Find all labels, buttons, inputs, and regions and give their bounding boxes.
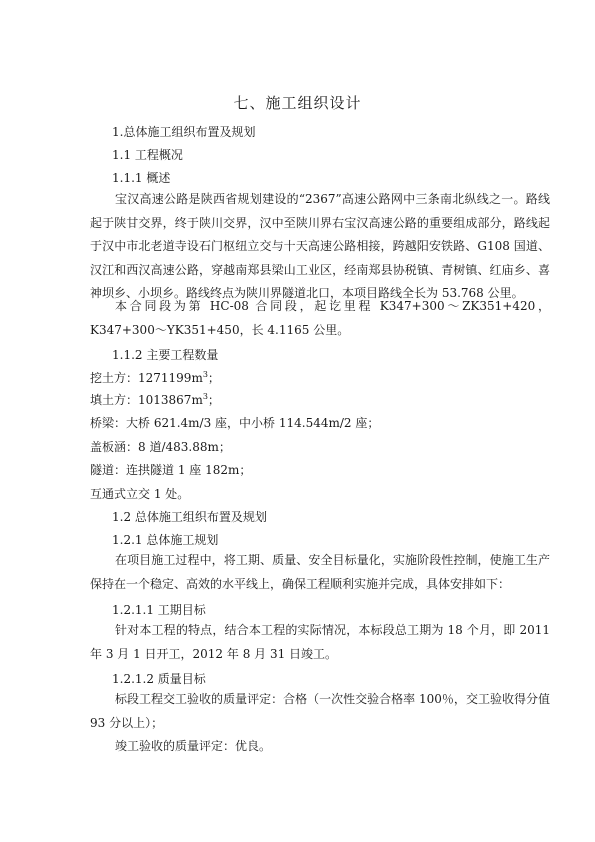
quantity-fill-label: 填土方：1013867m: [90, 393, 203, 407]
quantity-excavation-unit-exponent: 3: [202, 370, 208, 379]
schedule-paragraph: 针对本工程的特点，结合本工程的实际情况，本标段总工期为 18 个月，即 2011 年 3 月 1 日开工，2012 年 8 月 31 日竣工。: [90, 623, 550, 661]
heading-1-2-1-2: 1.2.1.2 质量目标: [112, 672, 206, 686]
quantity-bridge: 桥梁：大桥 621.4m/3 座，中小桥 114.544m/2 座；: [90, 416, 380, 430]
heading-1-2-1: 1.2.1 总体施工规划: [112, 533, 219, 547]
heading-1-2: 1.2 总体施工组织布置及规划: [112, 510, 267, 524]
heading-1: 1.总体施工组织布置及规划: [112, 125, 256, 139]
quantity-excavation: [90, 370, 545, 386]
quantity-fill-end: ；: [207, 393, 220, 407]
quantity-tunnel: 隧道：连拱隧道 1 座 182m；: [90, 463, 252, 477]
quantity-excavation-end: ；: [207, 371, 220, 385]
quantity-interchange: 互通式立交 1 处。: [90, 487, 190, 501]
heading-1-2-1-1: 1.2.1.1 工期目标: [112, 603, 206, 617]
heading-1-1-1: 1.1.1 概述: [112, 171, 171, 185]
final-acceptance-paragraph: 竣工验收的质量评定：优良。: [115, 739, 272, 753]
contract-paragraph: 本合同段为第 HC-08 合同段，起讫里程 K347+300～ZK351+420，K347+300～YK351+450，长 4.1165 公里。: [90, 299, 550, 337]
quantity-fill-unit-exponent: 3: [202, 392, 208, 401]
quantity-excavation-label: 挖土方：1271199m: [90, 371, 203, 385]
quality-paragraph: 标段工程交工验收的质量评定：合格（一次性交验合格率 100％，交工验收得分值 93 分以上）；: [90, 692, 550, 730]
section-title: 七、施工组织设计: [233, 94, 362, 112]
plan-paragraph: 在项目施工过程中，将工期、质量、安全目标量化，实施阶段性控制，使施工生产保持在一个稳定、高效的水平线上，确保工程顺利实施并完成，具体安排如下：: [90, 553, 550, 591]
heading-1-1: 1.1 工程概况: [112, 148, 183, 162]
quantity-fill: [90, 392, 545, 408]
heading-1-1-2: 1.1.2 主要工程数量: [112, 348, 219, 362]
quantity-culvert: 盖板涵：8 道/483.88m；: [90, 440, 231, 454]
overview-paragraph: 宝汉高速公路是陕西省规划建设的“2367”高速公路网中三条南北纵线之一。路线起于陕甘交界，终于陕川交界，汉中至陕川界右宝汉高速公路的重要组成部分，路线起于汉中市北老道寺设石门枢纽立交与十天高速公路相接，跨越阳安铁路、G108 国道、汉江和西汉高速公路，穿越南郑县梁山工业区，经南郑县协税镇、青树镇、红庙乡、喜神坝乡、小坝乡。路线终点为陕川界隧道北口，本项目路线全长为 53.768 公里。: [90, 192, 550, 300]
